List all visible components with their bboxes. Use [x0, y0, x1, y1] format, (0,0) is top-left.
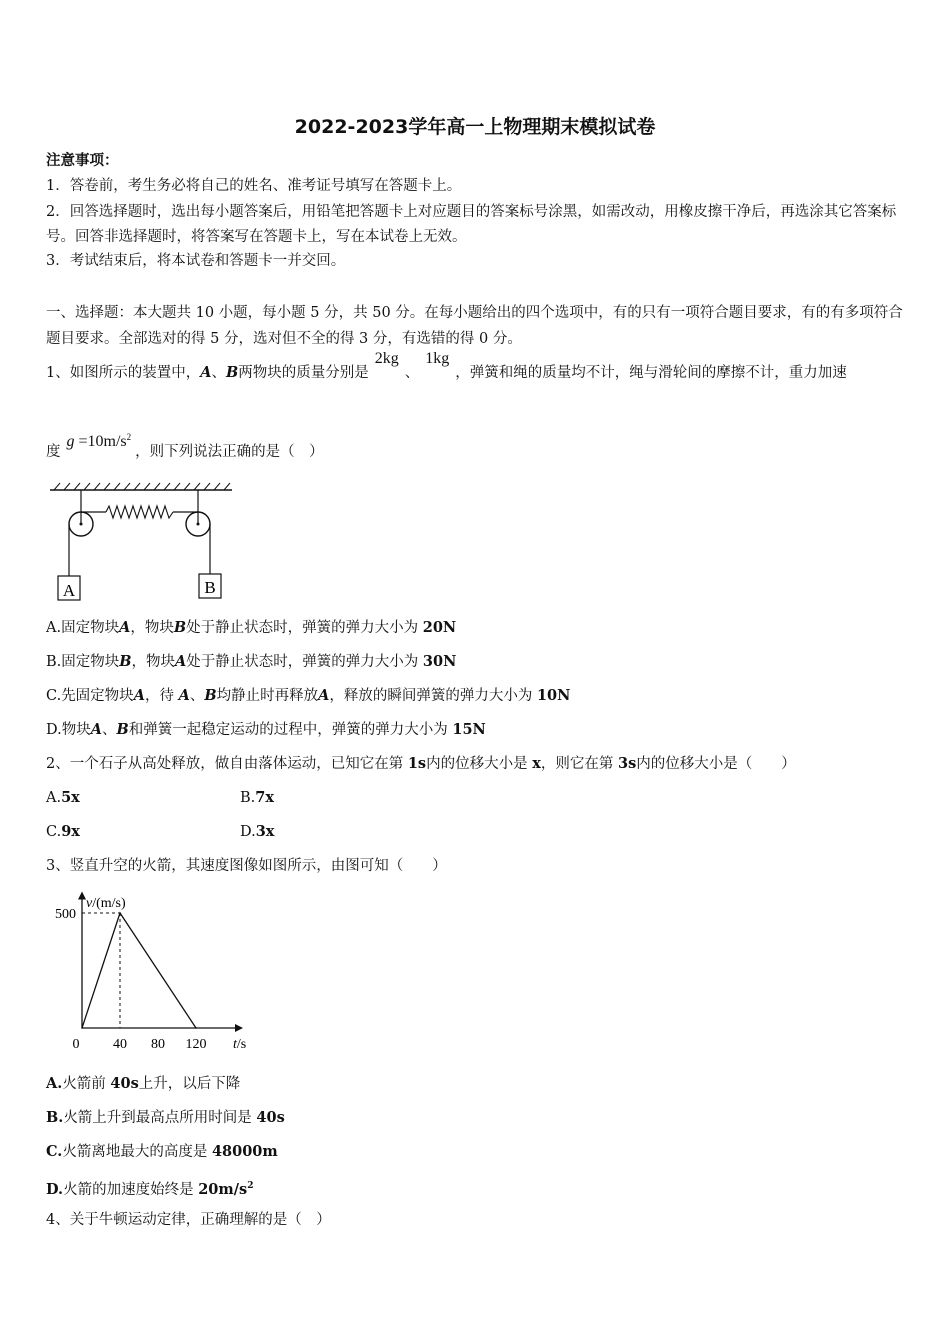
- y-axis-label: v/(m/s): [86, 896, 126, 911]
- x-tick-label: 40: [113, 1037, 127, 1052]
- x-axis-arrow: [235, 1024, 243, 1032]
- x-tick-label: 0: [72, 1037, 80, 1052]
- q1-stem-line2: 度$g =10m/s^2$，则下列说法正确的是（ ）: [46, 432, 324, 460]
- notice-heading: 注意事项：: [46, 152, 119, 169]
- block-b-label: B: [204, 578, 216, 597]
- mass-a: 2kg: [374, 350, 399, 367]
- q2-stem: 2、一个石子从高处释放，做自由落体运动，已知它在第 1s内的位移大小是 x，则它在第 3s内的位移大小是（ ）: [46, 755, 796, 772]
- g-value: $g =10m/s^2$: [66, 432, 132, 450]
- series-line-v: [82, 913, 196, 1028]
- q4-stem: 4、关于牛顿运动定律，正确理解的是（ ）: [46, 1212, 331, 1228]
- y-tick-label: 500: [55, 907, 76, 922]
- notice-item-3: 3．考试结束后，将本试卷和答题卡一并交回。: [46, 253, 346, 269]
- ceiling-hatching: [54, 483, 230, 490]
- x-axis-label: t/s: [233, 1037, 247, 1052]
- q1-option-d: D.物块A、B和弹簧一起稳定运动的过程中，弹簧的弹力大小为 15N: [46, 721, 486, 738]
- block-a-label: A: [62, 581, 76, 600]
- q1-stem-line1: 1、如图所示的装置中，A、B两物块的质量分别是2kg、1kg，弹簧和绳的质量均不计，绳与滑轮间的摩擦不计，重力加速: [46, 350, 847, 381]
- q2-option-d: D.3x: [240, 823, 275, 840]
- q3-option-d: D.火箭的加速度始终是 $20m/s^2$: [46, 1181, 254, 1198]
- notice-item-2: 2．回答选择题时，选出每小题答案后，用铅笔把答题卡上对应题目的答案标号涂黑，如需改动，用橡皮擦干净后，再选涂其它答案标号。回答非选择题时，将答案写在答题卡上，写在本试卷上无效。: [46, 204, 897, 245]
- spring: [106, 506, 173, 518]
- x-tick-label: 80: [151, 1037, 165, 1052]
- q3-option-a: A.火箭前 40s上升，以后下降: [46, 1075, 241, 1092]
- x-tick-label: 120: [185, 1037, 207, 1052]
- notice-item-1: 1．答卷前，考生务必将自己的姓名、准考证号填写在答题卡上。: [46, 178, 462, 194]
- data-point: [195, 1027, 197, 1029]
- q3-option-c: C.火箭离地最大的高度是 48000m: [46, 1143, 278, 1160]
- velocity-time-chart: [46, 888, 256, 1058]
- section-intro: 一、选择题：本大题共 10 小题，每小题 5 分，共 50 分。在每小题给出的四个选项中，有的只有一项符合题目要求，有的有多项符合题目要求。全部选对的得 5 分，选对但不全的得 3 分，有选错的得 0 分。: [46, 305, 903, 347]
- q1-option-a: A.固定物块A，物块B处于静止状态时，弹簧的弹力大小为 20N: [46, 619, 457, 636]
- mass-b: 1kg: [425, 350, 450, 367]
- q3-option-b: B.火箭上升到最高点所用时间是 40s: [46, 1109, 285, 1126]
- q1-option-c: C.先固定物块A，待 A、B均静止时再释放A，释放的瞬间弹簧的弹力大小为 10N: [46, 687, 571, 704]
- q2-option-c: C.9x: [46, 823, 80, 840]
- q2-option-b: B.7x: [240, 789, 274, 806]
- q3-stem: 3、竖直升空的火箭，其速度图像如图所示，由图可知（ ）: [46, 858, 447, 874]
- q2-option-a: A.5x: [46, 789, 80, 806]
- page-title: 2022-2023学年高一上物理期末模拟试卷: [294, 116, 656, 138]
- pulley-diagram: [46, 480, 236, 605]
- data-point: [81, 1027, 83, 1029]
- y-axis-arrow: [78, 892, 86, 900]
- q1-option-b: B.固定物块B，物块A处于静止状态时，弹簧的弹力大小为 30N: [46, 653, 457, 670]
